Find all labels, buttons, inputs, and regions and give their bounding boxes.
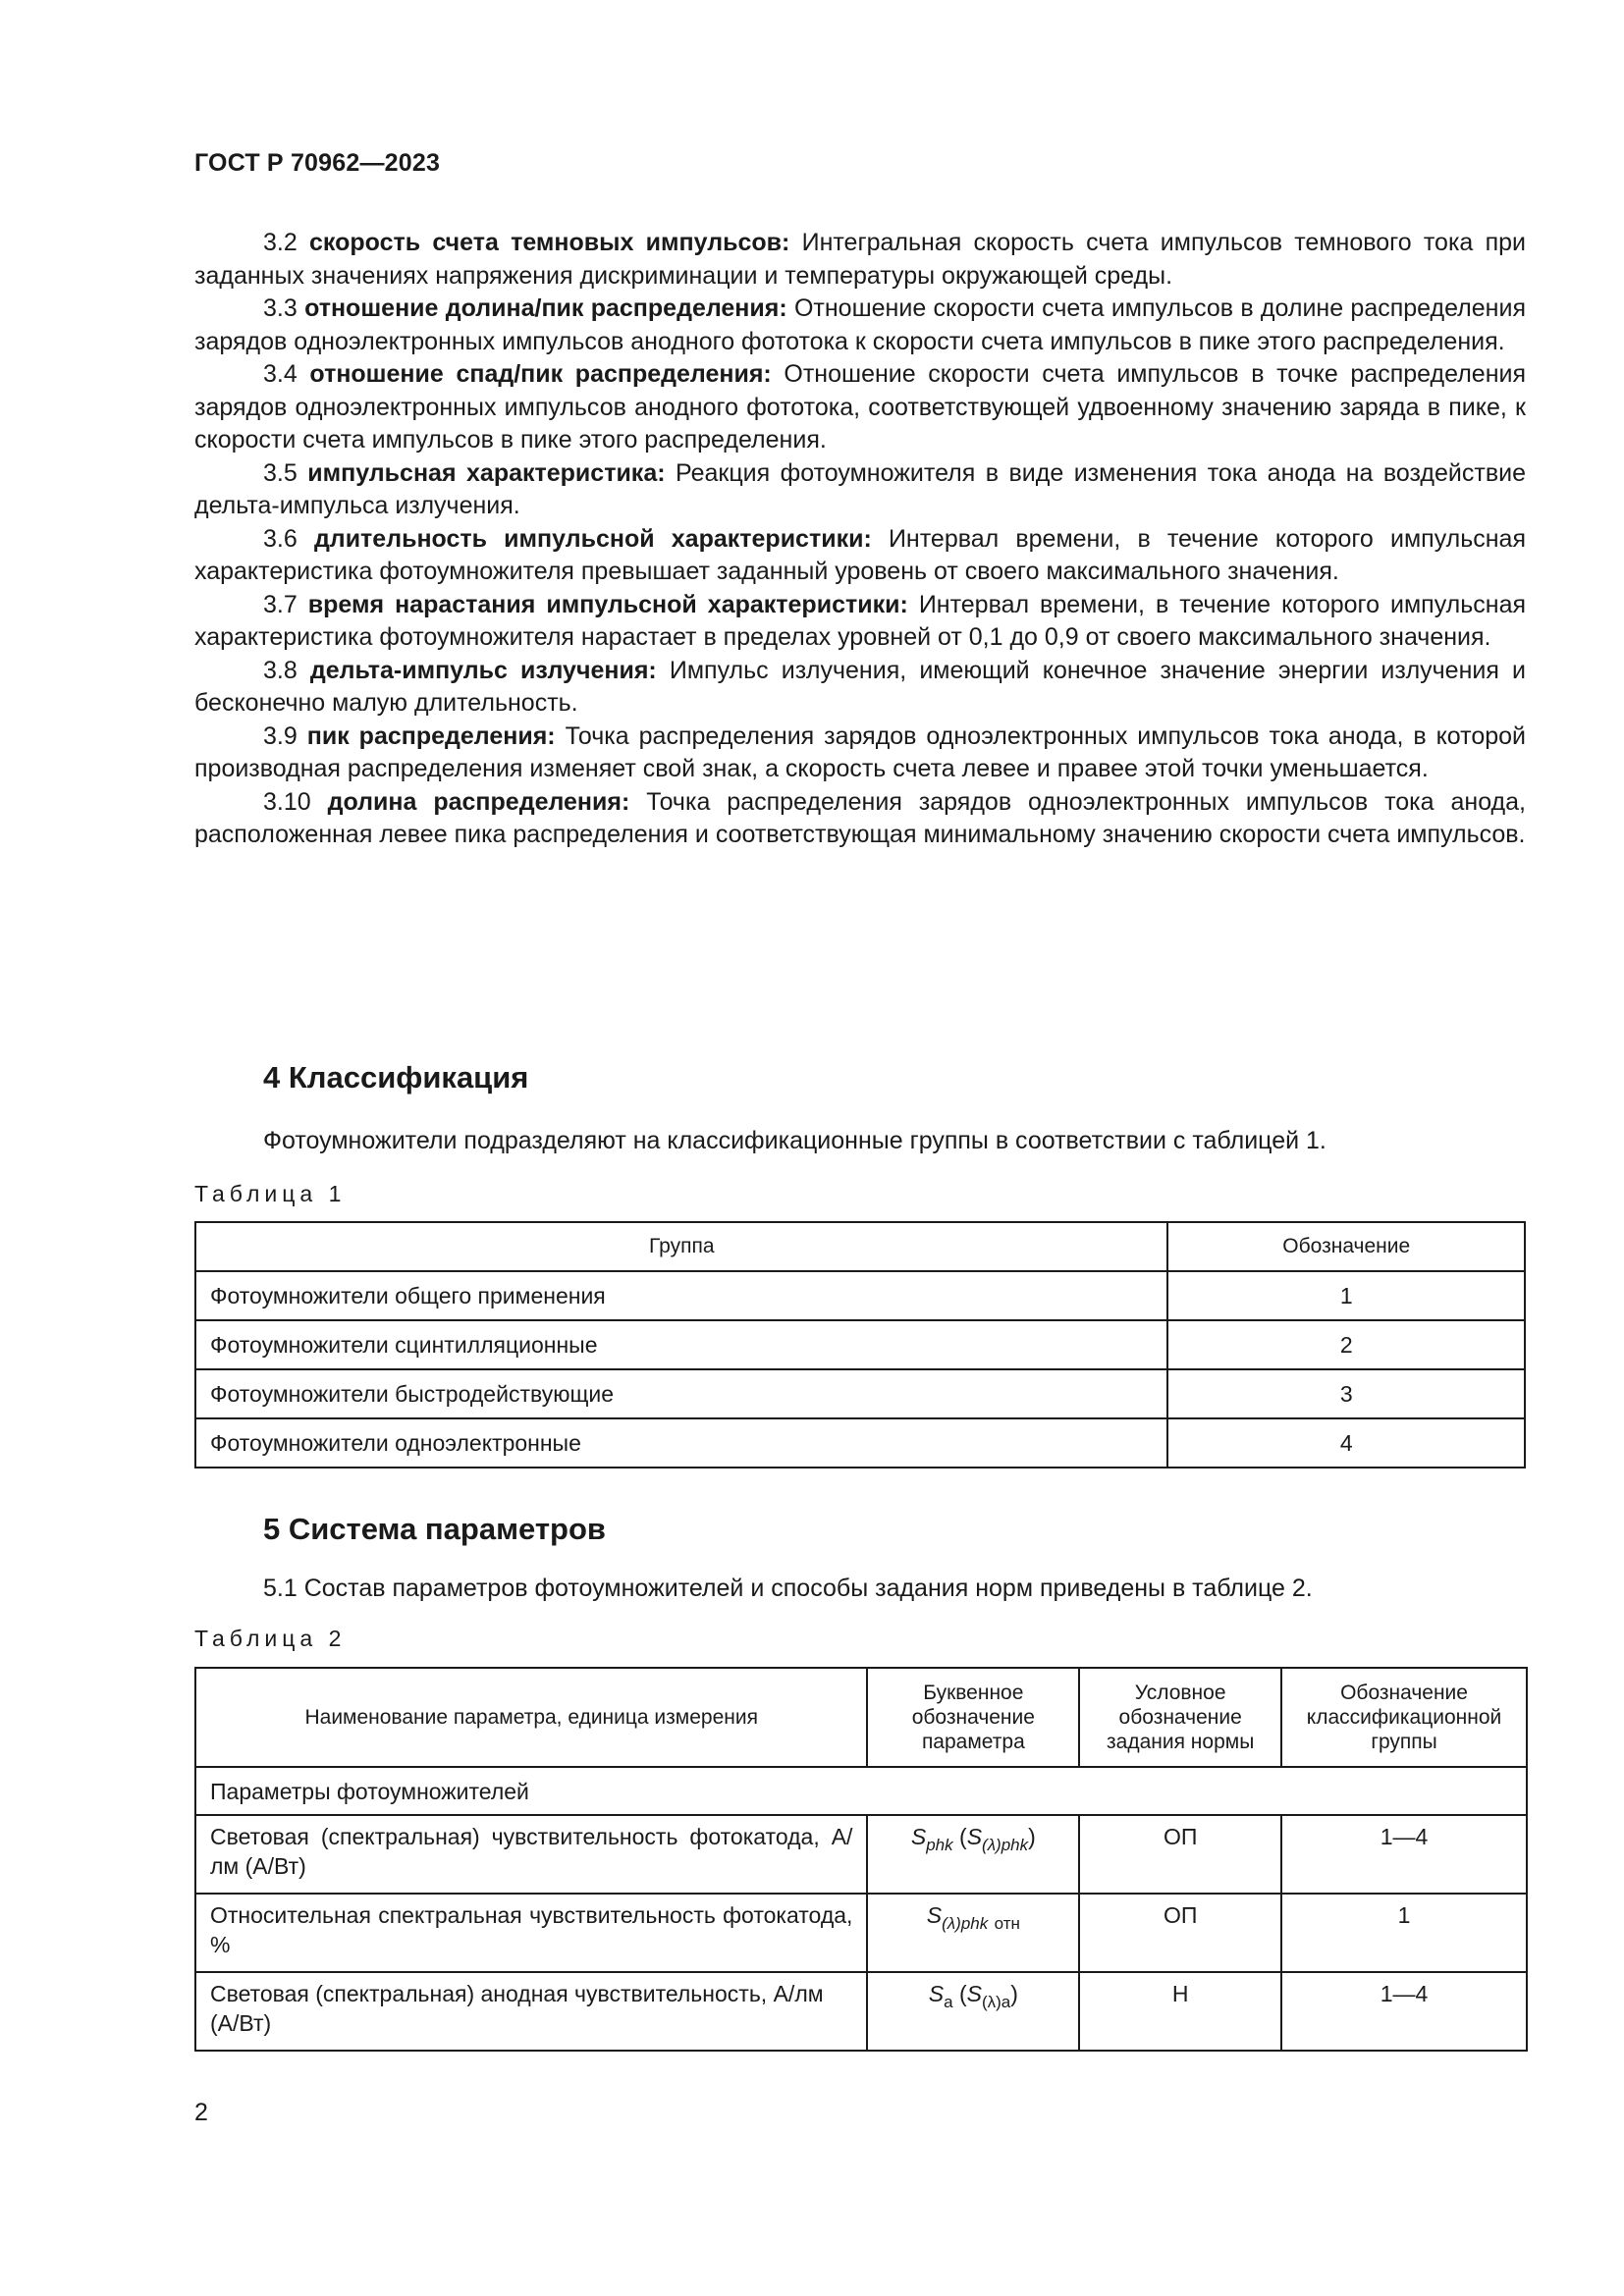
table-header-row: [195, 1222, 1525, 1271]
group-name-cell: Фотоумножители сцинтилляционные: [195, 1320, 1167, 1369]
parameters-group-label: Параметры фотоумножителей: [195, 1767, 1527, 1815]
table-1-caption: Таблица 1: [194, 1181, 347, 1206]
table-row: [195, 1369, 1525, 1418]
table-row: [195, 1418, 1525, 1468]
definition-3-2: 3.2 скорость счета темновых импульсов: Интегральная скорость счета импульсов темнового тока при заданных значениях напряжения дискриминации и температуры окружающей среды.: [194, 229, 1526, 290]
definition-3-10: 3.10 долина распределения: Точка распределения зарядов одноэлектронных импульсов тока анода, расположенная левее пика распределения и соответствующая минимальному значению скорости счета импульсов.: [194, 787, 1526, 848]
group-name-cell: Фотоумножители одноэлектронные: [195, 1418, 1167, 1468]
group-name-cell: Фотоумножители быстродействующие: [195, 1369, 1167, 1418]
table-row: [195, 1815, 1527, 1894]
group-name-cell: Фотоумножители общего применения: [195, 1271, 1167, 1320]
table-header-row: [195, 1668, 1527, 1767]
definition-3-6: 3.6 длительность импульсной характеристики: Интервал времени, в течение которого импульсная характеристика фотоумножителя превышает заданный уровень от своего максимального значения.: [194, 524, 1527, 585]
table-row: [195, 1894, 1527, 1972]
group-cell: 1—4: [1281, 1972, 1527, 2051]
section-4-title: 4 Классификация: [263, 1060, 529, 1095]
table-row: [195, 1320, 1525, 1369]
group-code-cell: 3: [1167, 1369, 1525, 1418]
parameter-symbol-cell: $S_{(\lambda)phk}$ $_{отн}$: [867, 1894, 1079, 1972]
parameter-name-cell: Световая (спектральная) анодная чувствительность, А/лм (А/Вт): [195, 1972, 867, 2051]
definition-3-7: 3.7 время нарастания импульсной характеристики: Интервал времени, в течение которого импульсная характеристика фотоумножителя нарастает в пределах уровней от 0,1 до 0,9 от своего максимального значения.: [194, 590, 1527, 651]
group-code-cell: 4: [1167, 1418, 1525, 1468]
column-header-letter-symbol: Буквенное обозначение параметра: [867, 1668, 1079, 1767]
page-number: 2: [194, 2099, 208, 2126]
definition-3-4: 3.4 отношение спад/пик распределения: Отношение скорости счета импульсов в точке распределения зарядов одноэлектронных импульсов анодного фототока, соответствующей удвоенному значению заряда в пике, к скорости счета импульсов в пике этого распределения.: [194, 360, 1526, 454]
definition-3-3: 3.3 отношение долина/пик распределения: Отношение скорости счета импульсов в долине распределения зарядов одноэлектронных импульсов анодного фототока к скорости счета импульсов в пике этого распределения.: [194, 294, 1526, 355]
definitions-list: [194, 227, 1526, 852]
parameters-table: [194, 1667, 1528, 2052]
column-header-norm: Условное обозначение задания нормы: [1079, 1668, 1281, 1767]
column-header-class-group: Обозначение классификационной группы: [1281, 1668, 1527, 1767]
section-4-intro: Фотоумножители подразделяют на классификационные группы в соответствии с таблицей 1.: [263, 1127, 1326, 1154]
group-cell: 1—4: [1281, 1815, 1527, 1894]
parameter-name-cell: Относительная спектральная чувствительность фотокатода, %: [195, 1894, 867, 1972]
definition-3-9: 3.9 пик распределения: Точка распределения зарядов одноэлектронных импульсов тока анода, в которой производная распределения изменяет свой знак, а скорость счета левее и правее этой точки уменьшается.: [194, 721, 1526, 782]
column-header-code: Обозначение: [1167, 1222, 1525, 1271]
classification-table: [194, 1221, 1526, 1468]
parameter-name-cell: Световая (спектральная) чувствительность фотокатода, А/лм (А/Вт): [195, 1815, 867, 1894]
group-code-cell: 2: [1167, 1320, 1525, 1369]
table-2-caption: Таблица 2: [194, 1626, 347, 1651]
norm-cell: Н: [1079, 1972, 1281, 2051]
section-5-intro: 5.1 Состав параметров фотоумножителей и способы задания норм приведены в таблице 2.: [263, 1575, 1313, 1602]
group-code-cell: 1: [1167, 1271, 1525, 1320]
definition-3-8: 3.8 дельта-импульс излучения: Импульс излучения, имеющий конечное значение энергии излучения и бесконечно малую длительность.: [194, 656, 1526, 717]
table-group-row: [195, 1767, 1527, 1815]
definition-3-5: 3.5 импульсная характеристика: Реакция фотоумножителя в виде изменения тока анода на воздействие дельта-импульса излучения.: [194, 458, 1526, 519]
document-header: ГОСТ Р 70962—2023: [194, 149, 441, 177]
norm-cell: ОП: [1079, 1894, 1281, 1972]
table-row: [195, 1271, 1525, 1320]
parameter-symbol-cell: $S_a$ $(S_{(\lambda)a})$: [867, 1972, 1079, 2051]
norm-cell: ОП: [1079, 1815, 1281, 1894]
group-cell: 1: [1281, 1894, 1527, 1972]
parameter-symbol-cell: $S_{phk}$ $(S_{(\lambda)phk})$: [867, 1815, 1079, 1894]
table-row: [195, 1972, 1527, 2051]
column-header-group: Группа: [195, 1222, 1167, 1271]
section-5-title: 5 Система параметров: [263, 1512, 606, 1546]
column-header-parameter-name: Наименование параметра, единица измерения: [195, 1668, 867, 1767]
